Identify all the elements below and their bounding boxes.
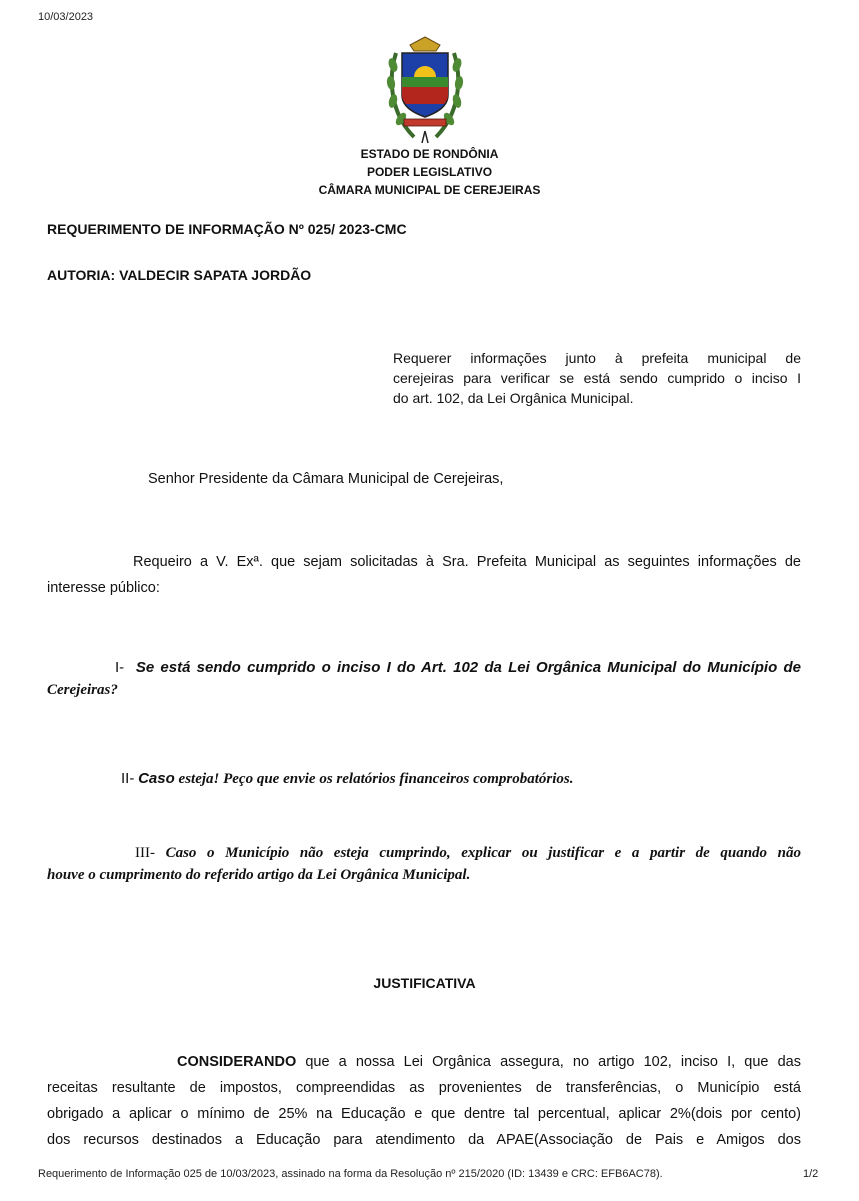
summary-line: Requerer informações junto à prefeita municipal de bbox=[393, 350, 801, 366]
item-3 bbox=[47, 842, 801, 886]
considering-paragraph bbox=[47, 1049, 801, 1153]
summary-ementa bbox=[393, 348, 801, 408]
paragraph-line: interesse público: bbox=[47, 580, 160, 596]
header-state: ESTADO DE RONDÔNIA bbox=[360, 147, 499, 161]
item-text: Se está sendo cumprido o inciso I do Art. 102 da Lei Orgânica Municipal do Município de bbox=[135, 659, 801, 676]
page-number: 1/2 bbox=[803, 1168, 819, 1180]
coat-of-arms-emblem bbox=[384, 33, 466, 145]
request-paragraph bbox=[47, 549, 801, 601]
item-text: Caso bbox=[138, 770, 175, 787]
paragraph-line: obrigado a aplicar o mínimo de 25% na Educação e que dentre tal percentual, aplicar 2%(dois por cento) bbox=[47, 1106, 801, 1122]
paragraph-line: que a nossa Lei Orgânica assegura, no artigo 102, inciso I, que das bbox=[305, 1054, 801, 1070]
item-text: houve o cumprimento do referido artigo da Lei Orgânica Municipal. bbox=[47, 867, 471, 883]
footer-signature-note: Requerimento de Informação 025 de 10/03/2023, assinado na forma da Resolução nº 215/2020 (ID: 13439 e CRC: EFB6AC78). bbox=[38, 1168, 663, 1180]
item-2 bbox=[47, 768, 801, 790]
header-branch: PODER LEGISLATIVO bbox=[366, 165, 493, 179]
item-text: Caso o Município não esteja cumprindo, explicar ou justificar e a partir de quando não bbox=[165, 845, 801, 861]
paragraph-line: dos recursos destinados a Educação para atendimento da APAE(Associação de Pais e Amigos dos bbox=[47, 1132, 801, 1148]
request-title: REQUERIMENTO DE INFORMAÇÃO Nº 025/ 2023-CMC bbox=[47, 221, 407, 237]
paragraph-line: receitas resultante de impostos, compreendidas as provenientes de transferências, o Município está bbox=[47, 1080, 801, 1096]
justification-heading: JUSTIFICATIVA bbox=[373, 975, 476, 991]
item-number: III- bbox=[135, 845, 155, 861]
paragraph-line: Requeiro a V. Exª. que sejam solicitadas à Sra. Prefeita Municipal as seguintes informações de bbox=[133, 554, 801, 570]
summary-line: cerejeiras para verificar se está sendo cumprido o inciso I bbox=[393, 370, 801, 386]
item-number: I- bbox=[115, 659, 125, 676]
item-1 bbox=[47, 657, 801, 701]
item-text: Cerejeiras? bbox=[47, 682, 118, 698]
greeting: Senhor Presidente da Câmara Municipal de Cerejeiras, bbox=[148, 471, 504, 487]
authorship: AUTORIA: VALDECIR SAPATA JORDÃO bbox=[47, 267, 312, 283]
print-date: 10/03/2023 bbox=[38, 11, 94, 23]
considering-keyword: CONSIDERANDO bbox=[177, 1054, 297, 1070]
summary-line: do art. 102, da Lei Orgânica Municipal. bbox=[393, 390, 634, 406]
item-number: II- bbox=[121, 770, 135, 787]
item-text: esteja! Peço que envie os relatórios financeiros comprobatórios. bbox=[178, 771, 574, 787]
header-chamber: CÂMARA MUNICIPAL DE CEREJEIRAS bbox=[318, 183, 541, 197]
